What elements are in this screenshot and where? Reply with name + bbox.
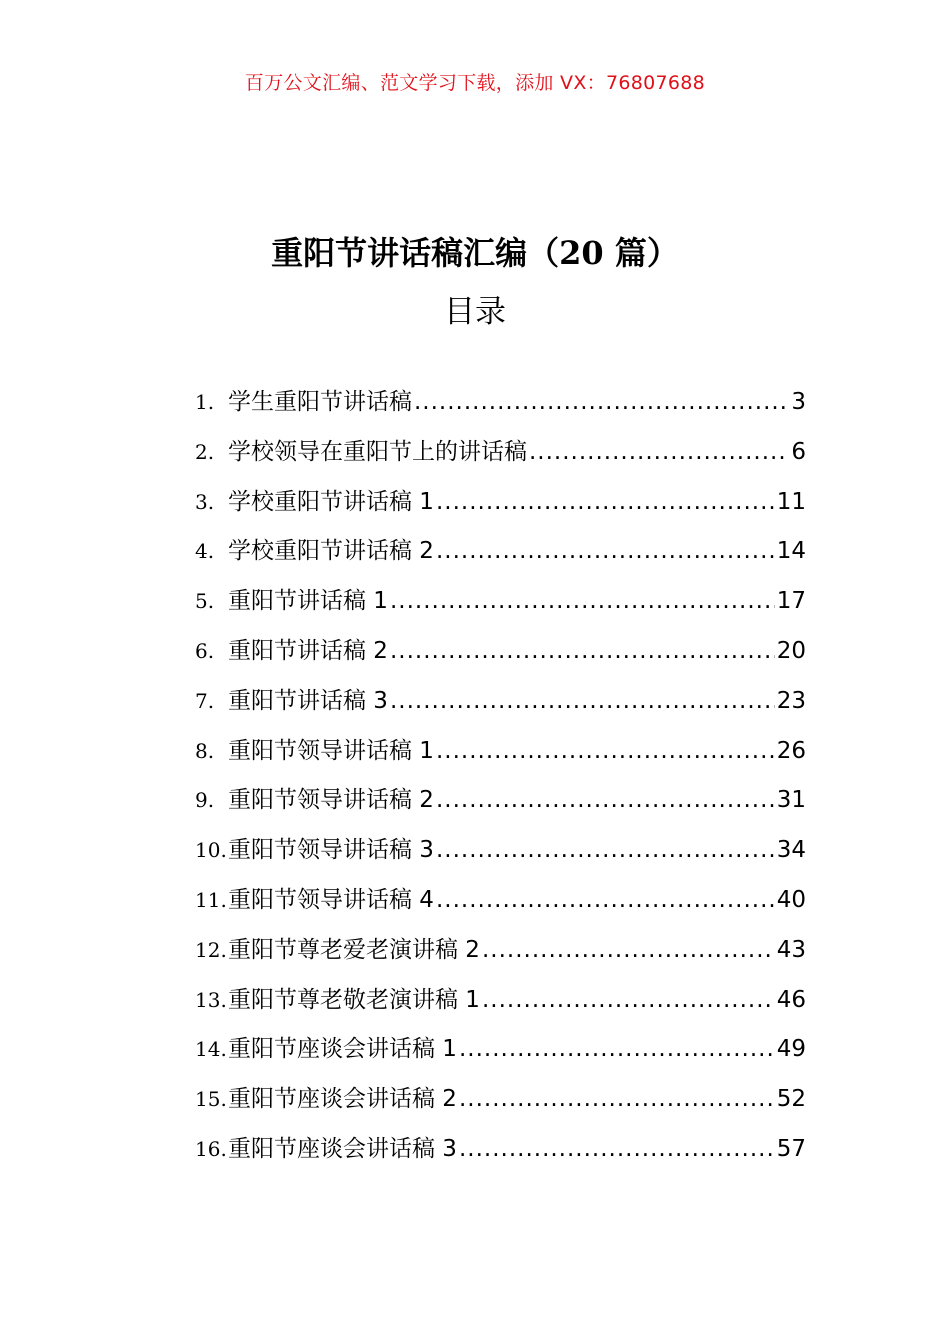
toc-entry-number: 4.	[195, 539, 215, 564]
toc-entry-leader-dots	[459, 1136, 775, 1162]
toc-entry[interactable]	[195, 981, 806, 1031]
toc-entry[interactable]	[195, 732, 806, 782]
toc-entry-page-number: 43	[776, 936, 806, 963]
toc-entry-number: 13.	[195, 987, 227, 1012]
toc-entry-title: 重阳节领导讲话稿 1	[228, 737, 434, 764]
toc-entry[interactable]	[195, 881, 806, 931]
toc-entry-title: 重阳节讲话稿 3	[228, 687, 388, 714]
toc-entry[interactable]	[195, 582, 806, 632]
toc-entry[interactable]	[195, 1080, 806, 1130]
toc-entry-page-number: 11	[776, 488, 806, 515]
toc-entry-title: 学校重阳节讲话稿 2	[228, 538, 434, 565]
toc-entry-leader-dots	[414, 389, 789, 415]
toc-entry-number: 11.	[195, 887, 227, 912]
toc-entry-number: 9.	[195, 788, 215, 813]
toc-entry-leader-dots	[436, 787, 775, 813]
toc-entry[interactable]	[195, 632, 806, 682]
toc-entry[interactable]	[195, 1130, 806, 1180]
toc-entry[interactable]	[195, 532, 806, 582]
toc-entry-page-number: 20	[776, 637, 806, 664]
toc-entry-page-number: 40	[776, 886, 806, 913]
toc-entry-page-number: 34	[776, 837, 806, 864]
toc-entry[interactable]	[195, 831, 806, 881]
toc-entry-title: 重阳节讲话稿 2	[228, 637, 388, 664]
toc-entry[interactable]	[195, 682, 806, 732]
toc-entry-title: 重阳节座谈会讲话稿 3	[228, 1135, 457, 1162]
document-title: 重阳节讲话稿汇编（20 篇）	[271, 234, 679, 272]
toc-entry-page-number: 26	[776, 737, 806, 764]
toc-entry-page-number: 52	[776, 1086, 806, 1113]
toc-entry[interactable]	[195, 781, 806, 831]
toc-entry-title: 重阳节尊老爱老演讲稿 2	[228, 936, 480, 963]
toc-entry-leader-dots	[459, 1036, 775, 1062]
toc-entry-page-number: 46	[776, 986, 806, 1013]
toc-entry-leader-dots	[482, 987, 775, 1013]
toc-entry-number: 14.	[195, 1037, 227, 1062]
toc-entry-number: 7.	[195, 688, 215, 713]
toc-entry-number: 10.	[195, 838, 227, 863]
toc-entry-number: 5.	[195, 589, 215, 614]
header-note: 百万公文汇编、范文学习下载，添加 VX：76807688	[244, 72, 706, 94]
toc-entry-page-number: 14	[776, 538, 806, 565]
toc-entry-title: 学校重阳节讲话稿 1	[228, 488, 434, 515]
toc-entry-page-number: 49	[776, 1036, 806, 1063]
toc-entry-number: 1.	[195, 390, 215, 414]
toc-entry-number: 15.	[195, 1087, 227, 1112]
toc-entry-page-number: 3	[791, 389, 806, 415]
toc-entry-title: 学校领导在重阳节上的讲话稿	[228, 438, 527, 465]
toc-heading: 目录	[444, 294, 506, 330]
toc-entry-leader-dots	[436, 538, 775, 564]
toc-entry-number: 6.	[195, 638, 215, 663]
toc-entry-number: 12.	[195, 937, 227, 962]
toc-entry[interactable]	[195, 433, 806, 483]
toc-entry-page-number: 57	[776, 1135, 806, 1162]
toc-entry-leader-dots	[459, 1086, 775, 1112]
toc-entry-page-number: 6	[791, 438, 806, 465]
toc-entry-leader-dots	[436, 837, 775, 863]
toc-entry-leader-dots	[390, 638, 775, 664]
toc-entry-leader-dots	[482, 937, 775, 963]
toc-entry[interactable]	[195, 383, 806, 433]
toc-entry-title: 重阳节座谈会讲话稿 1	[228, 1036, 457, 1063]
toc-entry-title: 重阳节领导讲话稿 3	[228, 837, 434, 864]
toc-entry-number: 8.	[195, 738, 215, 763]
toc-entry-title: 重阳节座谈会讲话稿 2	[228, 1086, 457, 1113]
toc-entry-number: 16.	[195, 1136, 227, 1161]
toc-entry-page-number: 31	[776, 787, 806, 814]
toc-entry-leader-dots	[436, 489, 775, 515]
toc-entry-leader-dots	[390, 588, 775, 614]
toc-entry-title: 学生重阳节讲话稿	[228, 389, 412, 415]
table-of-contents	[195, 383, 806, 1180]
toc-entry[interactable]	[195, 1030, 806, 1080]
toc-entry-title: 重阳节尊老敬老演讲稿 1	[228, 986, 480, 1013]
toc-entry-title: 重阳节讲话稿 1	[228, 588, 388, 615]
toc-entry-title: 重阳节领导讲话稿 2	[228, 787, 434, 814]
toc-entry-page-number: 23	[776, 687, 806, 714]
toc-entry[interactable]	[195, 483, 806, 533]
toc-entry-leader-dots	[529, 439, 789, 465]
toc-entry-leader-dots	[390, 688, 775, 714]
toc-entry-page-number: 17	[776, 588, 806, 615]
toc-entry-title: 重阳节领导讲话稿 4	[228, 886, 434, 913]
toc-entry-number: 3.	[195, 489, 215, 514]
toc-entry-number: 2.	[195, 439, 215, 464]
toc-entry[interactable]	[195, 931, 806, 981]
toc-entry-leader-dots	[436, 887, 775, 913]
toc-entry-leader-dots	[436, 738, 775, 764]
